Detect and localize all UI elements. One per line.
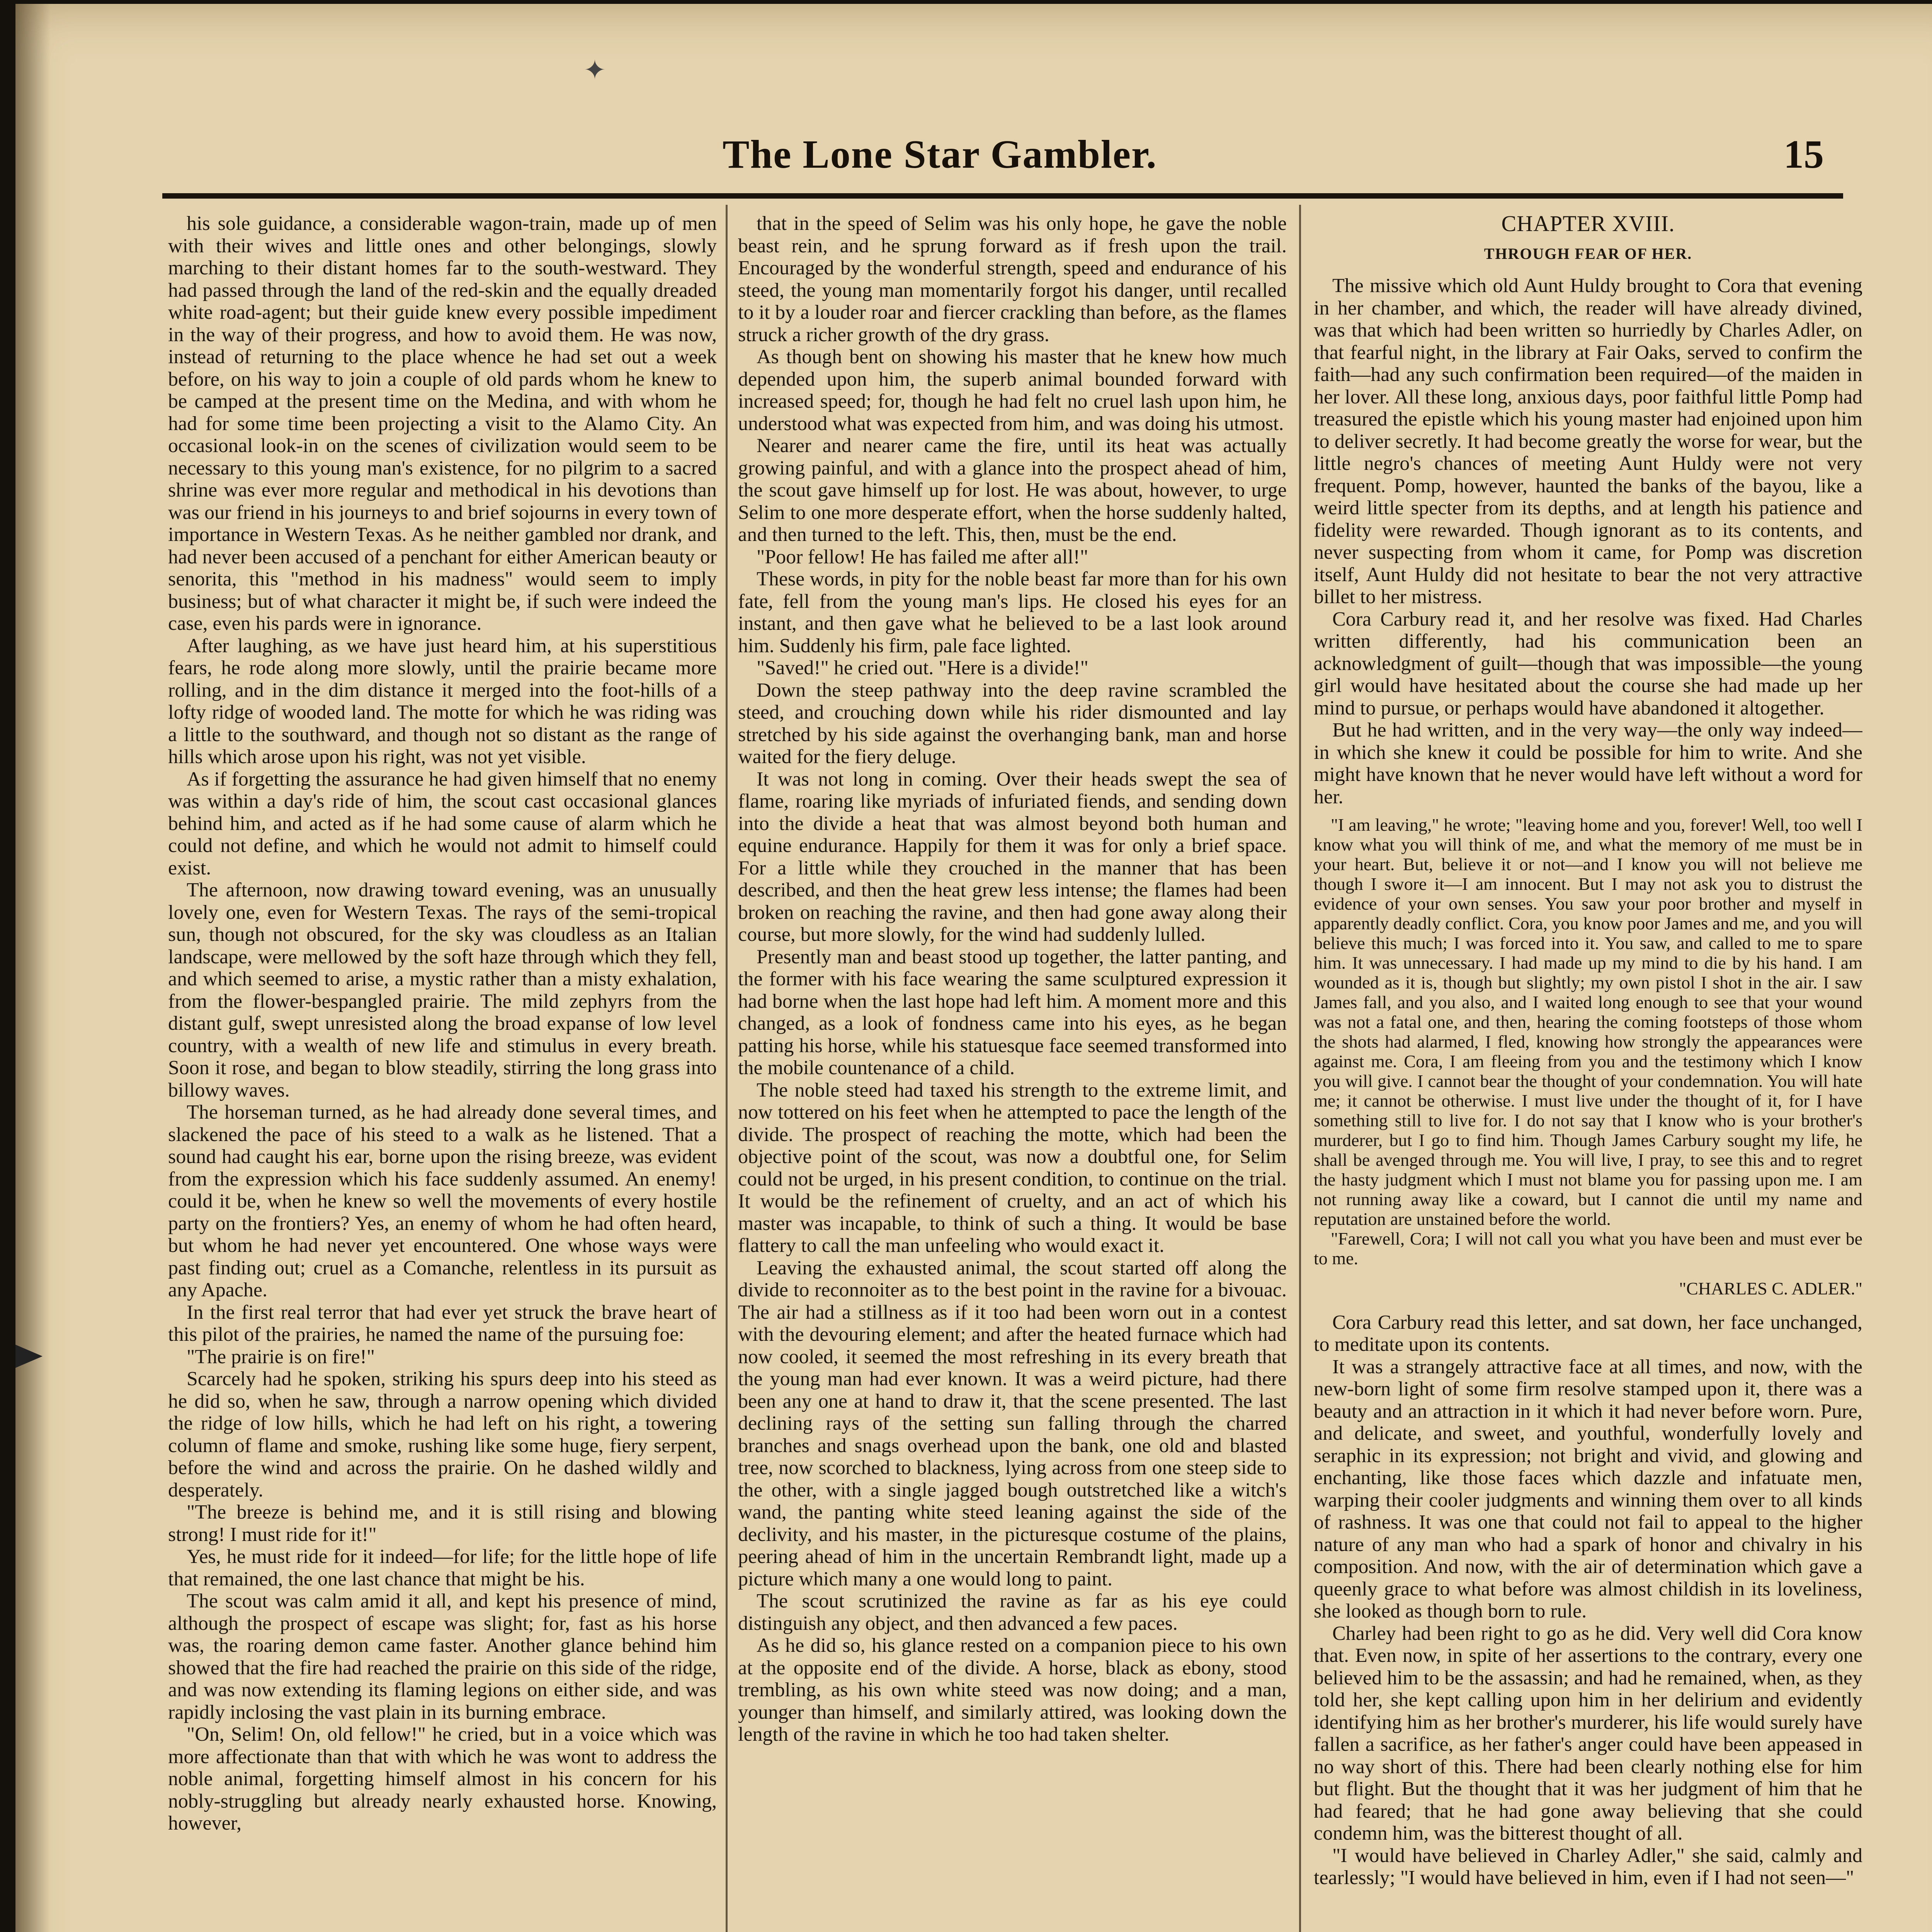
paragraph: "I would have believed in Charley Adler," she said, calmly and tearlessly; "I would have believed in him, even if I had not seen—" [1314,1844,1862,1889]
paragraph: Cora Carbury read it, and her resolve was fixed. Had Charles written differently, had his communication been an acknowledgment of guilt—though that was impossible—the young girl would have hesitated about the course she had made up her mind to pursue, or perhaps would have abandoned it altogether. [1314,608,1862,719]
page-title: The Lone Star Gambler. [723,132,1157,177]
paragraph: As he did so, his glance rested on a companion piece to his own at the opposite end of the divide. A horse, black as ebony, stood trembling, as his own white steed was now doing; and a man, younger than himself, and similarly attired, was looking down the length of the ravine in which he too had taken shelter. [738,1634,1287,1745]
column-divider [726,205,728,1932]
page-shadow [15,4,50,1932]
paragraph: The scout was calm amid it all, and kept his presence of mind, although the prospect of escape was slight; for, fast as his horse was, the roaring demon came faster. Another glance behind him showed that the fire had reached the prairie on this side of the ridge, and was now extending its flaming legions on either side, and was rapidly inclosing the vast plain in its burning embrace. [168,1590,717,1723]
paragraph: In the first real terror that had ever yet struck the brave heart of this pilot of the prairies, he named the name of the pursuing foe: [168,1301,717,1345]
paragraph: After laughing, as we have just heard him, at his superstitious fears, he rode along more slowly, until the prairie became more rolling, and in the dim distance it merged into the foot-hills of a lofty ridge of wooded land. The motte for which he was riding was a little to the southward, and though not so distant as the range of hills which arose upon his right, was not yet visible. [168,634,717,768]
paragraph: "Farewell, Cora; I will not call you what you have been and must ever be to me. [1314,1229,1862,1268]
column-1 [168,213,717,1932]
chapter-text-after-letter [1314,1311,1862,1889]
paragraph: As if forgetting the assurance he had given himself that no enemy was within a day's ride of him, the scout cast occasional glances behind him, and acted as if he had some cause of alarm which he could not define, and which he would not admit to himself could exist. [168,768,717,879]
paragraph: But he had written, and in the very way—the only way indeed—in which she knew it could be possible for him to write. And she might have known that he never would have left without a word for her. [1314,719,1862,808]
paragraph: These words, in pity for the noble beast far more than for his own fate, fell from the young man's lips. He closed his eyes for an instant, and then gave what he believed to be a last look around him. Suddenly his firm, pale face lighted. [738,568,1287,657]
paragraph: It was not long in coming. Over their heads swept the sea of flame, roaring like myriads of infuriated fiends, and sending down into the divide a heat that was almost beyond both human and equine endurance. Happily for them it was for only a brief space. For a little while they crouched in the manner that has been described, and then the heat grew less intense; the flames had been broken on reaching the ravine, and then had gone away along their course, but more slowly, for the wind had suddenly lulled. [738,768,1287,946]
paragraph: Charley had been right to go as he did. Very well did Cora know that. Even now, in spite of her assertions to the contrary, every one believed him to be the assassin; and had he remained, when, as they told her, she kept calling upon him in her delirium and evidently identifying him as her brother's murderer, his life would surely have fallen a sacrifice, as her father's anger could have been appeased in no way short of this. There had been clearly nothing else for him but flight. But the thought that it was her judgment of him that he had feared; that he had gone away believing that she could condemn him, was the bitterest thought of all. [1314,1622,1862,1844]
paragraph: The afternoon, now drawing toward evening, was an unusually lovely one, even for Western Texas. The rays of the semi-tropical sun, though not obscured, for the sky was cloudless as an Italian landscape, were mellowed by the soft haze through which they fell, and which seemed to arise, a mystic rather than a misty exhalation, from the flower-bespangled prairie. The mild zephyrs from the distant gulf, swept unresisted along the broad expanse of low level country, with a wealth of new life and stimulus in every breath. Soon it rose, and began to blow steadily, stirring the long grass into billowy waves. [168,879,717,1101]
paragraph: The noble steed had taxed his strength to the extreme limit, and now tottered on his feet when he attempted to pace the length of the divide. The prospect of reaching the motte, which had been the objective point of the scout, was now a doubtful one, for Selim could not be urged, in his present condition, to continue on the trial. It would be the refinement of cruelty, and an act of which his master was incapable, to think of such a thing. It would be base flattery to call the man unfeeling who would exact it. [738,1079,1287,1257]
paragraph: Presently man and beast stood up together, the latter panting, and the former with his face wearing the same sculptured expression it had borne when the last hope had left him. A moment more and this changed, as a look of fondness came into his eyes, as he began patting his horse, while his statuesque face seemed transformed into the mobile countenance of a child. [738,946,1287,1079]
letter-signature: "CHARLES C. ADLER." [1679,1279,1862,1298]
column-2 [738,213,1287,1932]
paragraph: The missive which old Aunt Huldy brought to Cora that evening in her chamber, and which, the reader will have already divined, was that which had been written so hurriedly by Charles Adler, on that fearful night, in the library at Fair Oaks, served to confirm the faith—had any such confirmation been required—of the maiden in her lover. All these long, anxious days, poor faithful little Pomp had treasured the epistle which his young master had enjoined upon him to deliver secretly. It had become greatly the worse for wear, but the little negro's chances of meeting Aunt Huldy were not very frequent. Pomp, however, haunted the banks of the bayou, like a weird little specter from its depths, and at length his patience and fidelity were rewarded. Though ignorant as to its contents, and never suspecting from whom it came, for Pomp was discretion itself, Aunt Huldy did not hesitate to bear the not very attractive billet to her mistress. [1314,275,1862,608]
paragraph: Yes, he must ride for it indeed—for life; for the little hope of life that remained, the one last chance that might be his. [168,1546,717,1590]
paragraph: "The breeze is behind me, and it is still rising and blowing strong! I must ride for it!" [168,1501,717,1546]
newspaper-page [15,4,1932,1932]
paragraph: "I am leaving," he wrote; "leaving home and you, forever! Well, too well I know what you will think of me, and what the memory of me must be in your heart. But, believe it or not—and I know you will not believe me though I swore it—I am innocent. But I may not ask you to distrust the evidence of your own senses. You saw your poor brother and myself in apparently deadly conflict. Cora, you know poor James and me, and you will believe this much; I was forced into it. You saw, and called to me to spare him. It was unnecessary. I had made up my mind to die by his hand. I am wounded as it is, though but slightly; my own pistol I shot in the air. I saw James fall, and you also, and I waited long enough to see that your wound was not a fatal one, and then, hearing the coming footsteps of those whom the shots had alarmed, I fled, knowing how strongly the appearances were against me. Cora, I am fleeing from you and the testimony which I know you will give. I cannot bear the thought of your condemnation. You will hate me; it cannot be otherwise. I must live under the thought of it, for I have something still to live for. I do not say that I know who is your brother's murderer, but I go to find him. Though James Carbury sought my life, he shall be avenged through me. You will live, I pray, to see this and to regret the hasty judgment which I must not blame you for passing upon me. I am not running away like a coward, but I cannot die until my name and reputation are unstained before the world. [1314,815,1862,1229]
paragraph: his sole guidance, a considerable wagon-train, made up of men with their wives and little ones and other belongings, slowly marching to their distant homes far to the south-westward. They had passed through the land of the red-skin and the equally dreaded white road-agent; but their guide knew every possible impediment in the way of their progress, and how to avoid them. He was now, instead of returning to the place whence he had set out a week before, on his way to join a couple of old pards whom he knew to be camped at the present time on the Medina, and with whom he had for some time been projecting a visit to the Alamo City. An occasional look-in on the scenes of civilization would seem to be necessary to this young man's existence, for no pilgrim to a sacred shrine was ever more regular and methodical in his devotions than was our friend in his journeys to and brief sojourns in every town of importance in Western Texas. As he neither gambled nor drank, and had never been accused of a penchant for either American beauty or senorita, this "method in his madness" would seem to imply business; but of what character it might be, if such were indeed the case, even his pards were in ignorance. [168,213,717,634]
column-divider [1299,205,1301,1932]
paragraph: "Saved!" he cried out. "Here is a divide!" [757,657,1088,679]
letter-text [1314,815,1862,1268]
chapter-subtitle: THROUGH FEAR OF HER. [1484,245,1692,262]
paragraph: Nearer and nearer came the fire, until its heat was actually growing painful, and with a glance into the prospect ahead of him, the scout gave himself up for lost. He was about, however, to urge Selim to one more desperate effort, when the horse suddenly halted, and then turned to the left. This, then, must be the end. [738,435,1287,546]
paragraph: Scarcely had he spoken, striking his spurs deep into his steed as he did so, when he saw, through a narrow opening which divided the ridge of low hills, which he had left on his right, a towering column of flame and smoke, rushing like some huge, fiery serpent, before the wind and across the prairie. On he dashed wildly and desperately. [168,1368,717,1501]
paragraph: Leaving the exhausted animal, the scout started off along the divide to reconnoiter as to the best point in the ravine for a bivouac. The air had a stillness as if it too had been worn out in a contest with the devouring element; and after the heated furnace which had now cooled, it seemed the most refreshing in its every breath that the young man had ever known. It was a weird picture, had there been any one at hand to draw it, that the scene presented. The last declining rays of the setting sun falling through the charred branches and snags overhead upon the bank, one old and blasted tree, now scorched to blackness, lying across from one steep side to the other, with a single jagged bough outstretched like a witch's wand, the panting white steed leaning against the side of the declivity, and his master, in the picturesque costume of the plains, peering ahead of him in the uncertain Rembrandt light, made up a picture which many a one would long to paint. [738,1257,1287,1590]
paragraph: It was a strangely attractive face at all times, and now, with the new-born light of some firm resolve stamped upon it, there was a beauty and an attraction in it which it had never before worn. Pure, and delicate, and sweet, and youthful, wonderfully lovely and seraphic in its expression; not bright and vivid, and glowing and enchanting, like those faces which dazzle and infatuate men, warping their cooler judgments and winning them over to all kinds of rashness. It was one that could not fail to appeal to the higher nature of any man who had a spark of honor and chivalry in his composition. And now, with the air of determination which gave a queenly grace to what before was almost childish in its loveliness, she looked as though born to rule. [1314,1355,1862,1622]
paragraph: that in the speed of Selim was his only hope, he gave the noble beast rein, and he sprung forward as if fresh upon the trail. Encouraged by the wonderful strength, speed and endurance of his steed, the young man momentarily forgot his danger, until recalled to it by a louder roar and fiercer crackling than before, as the flames struck a richer growth of the dry grass. [738,213,1287,346]
chapter-text-before-letter [1314,275,1862,808]
paragraph: Down the steep pathway into the deep ravine scrambled the steed, and crouching down while his rider dismounted and lay stretched by his side against the overhanging bank, man and horse waited for the fiery deluge. [738,679,1287,768]
paragraph: Cora Carbury read this letter, and sat down, her face unchanged, to meditate upon its contents. [1314,1311,1862,1355]
header-rule [162,193,1843,199]
paragraph: "The prairie is on fire!" [187,1345,375,1368]
page-header [162,131,1824,189]
paragraph: The scout scrutinized the ravine as far as his eye could distinguish any object, and then advanced a few paces. [738,1590,1287,1634]
column-3 [1314,213,1862,1932]
paragraph: As though bent on showing his master that he knew how much depended upon him, the superb animal bounded forward with increased speed; for, though he had felt no cruel lash upon him, he understood what was expected from him, and was doing his utmost. [738,346,1287,435]
paragraph: "On, Selim! On, old fellow!" he cried, but in a voice which was more affectionate than that with which he was wont to address the noble animal, forgetting himself almost in his concern for his nobly-struggling but already nearly exhausted horse. Knowing, however, [168,1723,717,1834]
paragraph: The horseman turned, as he had already done several times, and slackened the pace of his steed to a walk as he listened. That a sound had caught his ear, borne upon the rising breeze, was evident from the expression which his face suddenly assumed. An enemy! could it be, when he knew so well the movements of every hostile party on the frontiers? Yes, an enemy of whom he had often heard, but whom he had never yet encountered. One whose ways were past finding out; cruel as a Comanche, relentless in its pursuit as any Apache. [168,1101,717,1301]
page-number: 15 [1784,132,1824,177]
margin-arrow-icon [15,1345,43,1368]
printer-mark-icon: ✦ [583,56,606,85]
paragraph: "Poor fellow! He has failed me after all!" [757,546,1088,568]
chapter-title: CHAPTER XVIII. [1501,213,1675,236]
